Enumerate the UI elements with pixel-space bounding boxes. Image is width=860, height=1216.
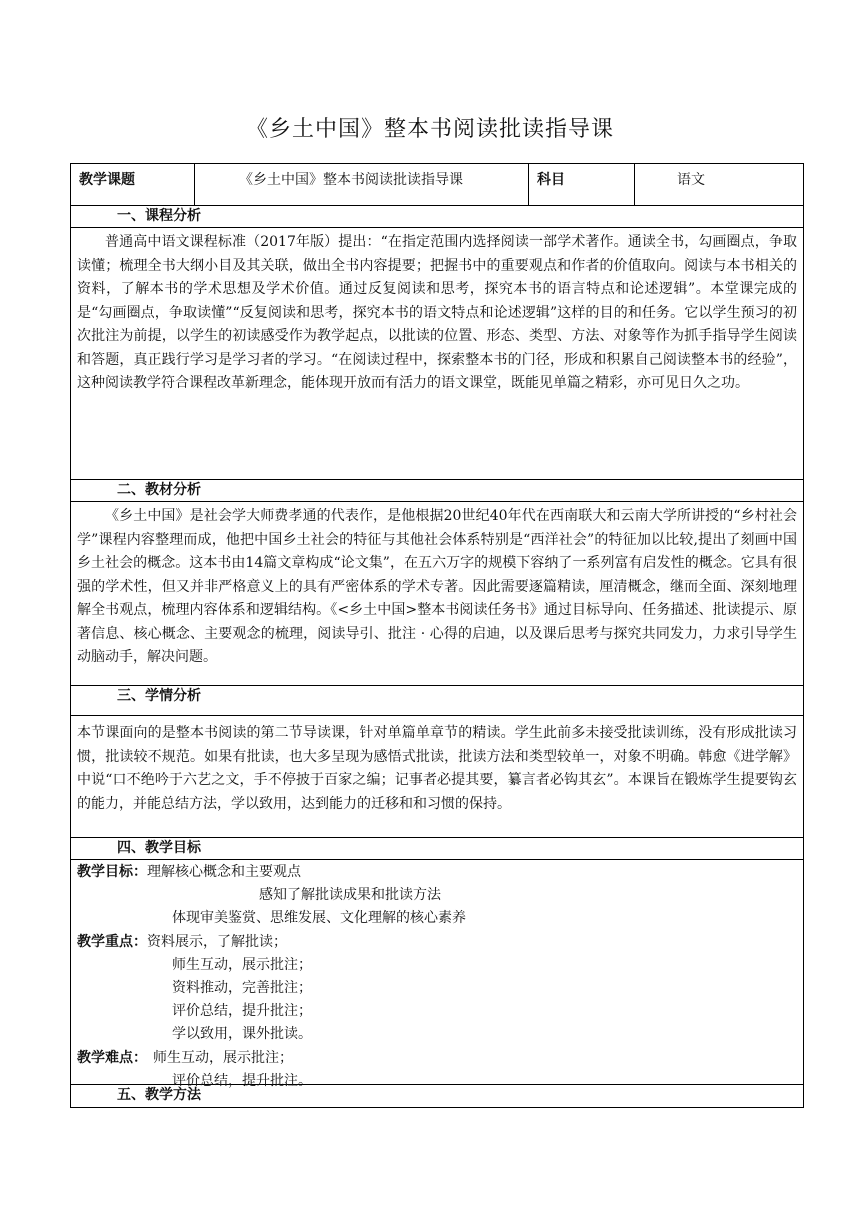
section-heading-material: 二、教材分析 [71, 480, 803, 502]
document-title: 《乡土中国》整本书阅读批读指导课 [245, 117, 614, 142]
difficulty-line-1: 师生互动，展示批注； [153, 1049, 293, 1066]
material-analysis-text: 《乡土中国》是社会学大师费孝通的代表作，是他根据20世纪40年代在西南联大和云南大学所讲授的“乡村社会学”课程内容整理而成，他把中国乡土社会的特征与其他社会体系特别是“西洋社会”的特征加以比较,提出了刻画中国乡土社会的概念。这本书由14篇文章构成“论文集”，在五六万字的规模下容纳了一系列富有启发性的概念。它具有很强的学术性，但又并非严格意义上的具有严密体系的学术专著。因此需要逐篇精读，厘清概念，继而全面、深刻地理解全书观点，梳理内容体系和逻辑结构。《<乡土中国>整本书阅读任务书》通过目标导向、任务描述、批读提示、原著信息、核心概念、主要观念的梳理，阅读导引、批注 · 心得的启迪，以及课后思考与探究共同发力，力求引导学生动脑动手，解决问题。 [71, 502, 803, 686]
difficulty-line [77, 1047, 797, 1070]
goal-line-2: 感知了解批读成果和批读方法 [259, 887, 441, 904]
course-analysis-text: 普通高中语文课程标准（2017年版）提出：“在指定范围内选择阅读一部学术著作。通读全书，勾画圈点，争取读懂；梳理全书大纲小目及其关联，做出全书内容提要；把握书中的重要观点和作者的价值取向。阅读与本书相关的资料，了解本书的学术思想及学术价值。通过反复阅读和思考，探究本书的语言特点和论述逻辑”。本堂课完成的是“勾画圈点，争取读懂”“反复阅读和思考，探究本书的语文特点和论述逻辑”这样的目的和任务。它以学生预习的初次批注为前提，以学生的初读感受作为教学起点，以批读的位置、形态、类型、方法、对象等作为抓手指导学生阅读和答题，真正践行学习是学习者的学习。“在阅读过程中，探索整本书的门径，形成和积累自己阅读整本书的经验”，这种阅读教学符合课程改革新理念，能体现开放而有活力的语文课堂，既能见单篇之精彩，亦可见日久之功。 [71, 228, 803, 480]
key-line [77, 931, 797, 954]
key-line-3: 资料推动，完善批注； [172, 980, 312, 997]
section-heading-methods: 五、教学方法 [117, 1087, 201, 1103]
key-line-2: 师生互动，展示批注； [172, 956, 312, 973]
key-label: 教学重点： [77, 933, 147, 950]
section-heading-students: 三、学情分析 [71, 686, 803, 716]
difficulty-label: 教学难点： [77, 1049, 147, 1066]
key-line-4: 评价总结，提升批注； [172, 1003, 312, 1020]
key-line-5: 学以致用，课外批读。 [172, 1026, 312, 1043]
goal-line-3: 体现审美鉴赏、思维发展、文化理解的核心素养 [172, 910, 466, 927]
section-heading-objectives: 四、教学目标 [71, 838, 803, 860]
objectives-block [71, 860, 803, 1089]
section-heading-course: 一、课程分析 [71, 206, 803, 228]
goal-line [77, 861, 797, 884]
student-analysis-text: 本节课面向的是整本书阅读的第二节导读课，针对单篇单章节的精读。学生此前多未接受批读训练，没有形成批读习惯，批读较不规范。如果有批读，也大多呈现为感悟式批读，批读方法和类型较单一，对象不明确。韩愈《进学解》中说“口不绝吟于六艺之文，手不停披于百家之编；记事者必提其要，纂言者必钩其玄”。本课旨在锻炼学生提要钩玄的能力，并能总结方法，学以致用，达到能力的迁移和和习惯的保持。 [71, 716, 803, 838]
subject-value: 语文 [677, 172, 705, 188]
topic-label: 教学课题 [71, 164, 195, 205]
lesson-plan-table [70, 163, 804, 1108]
topic-row [71, 164, 803, 206]
topic-value: 《乡土中国》整本书阅读批读指导课 [195, 164, 529, 205]
goal-label: 教学目标： [77, 864, 147, 880]
difficulty-line-2: 评价总结，提升批注。 [172, 1072, 312, 1089]
key-line-1: 资料展示，了解批读； [147, 933, 287, 950]
goal-line-1: 理解核心概念和主要观点 [147, 864, 301, 880]
subject-label: 科目 [529, 164, 635, 205]
